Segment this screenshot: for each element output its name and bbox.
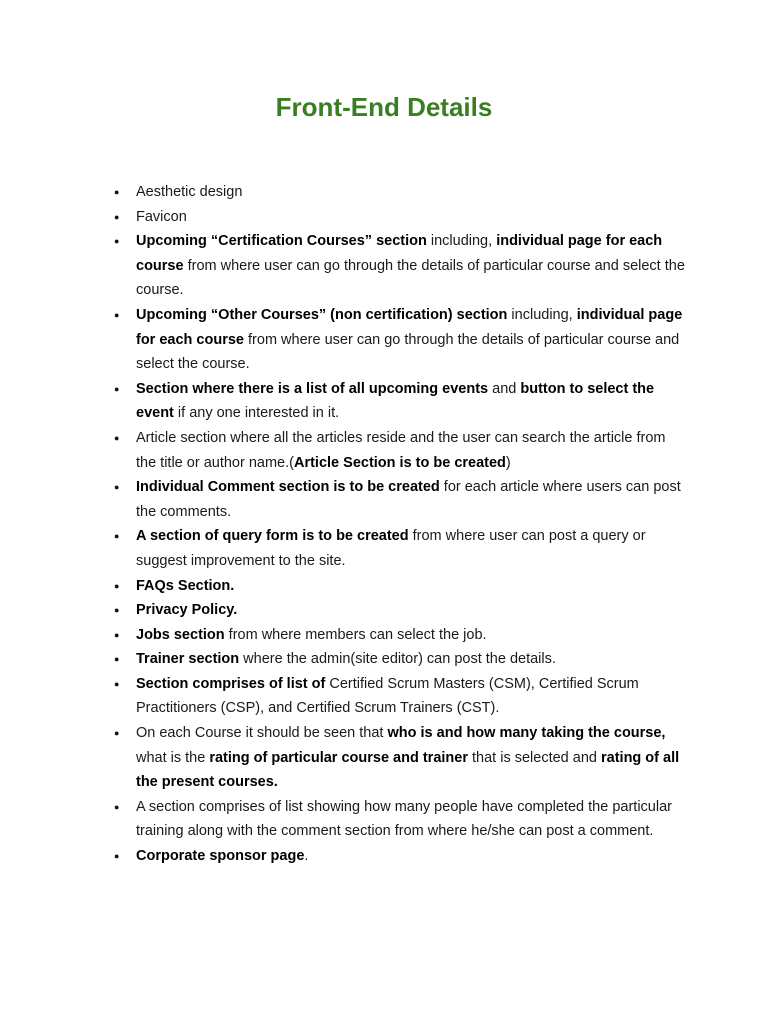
list-item — [106, 205, 686, 230]
text: including, — [507, 306, 577, 323]
text: from where user can go through the details of particular course and select the course. — [136, 331, 680, 373]
text: for each article where users can post the comments. — [136, 479, 681, 520]
bold-text: individual page for each course — [136, 306, 683, 348]
bold-text: Upcoming “Certification Courses” section — [136, 233, 427, 250]
list-item — [106, 426, 686, 475]
text: and — [488, 380, 521, 397]
bold-text: individual page for each course — [136, 233, 663, 274]
text: from where members can select the job. — [224, 626, 487, 643]
text: what is the — [136, 749, 210, 766]
list-item — [106, 574, 686, 599]
list-item — [106, 598, 686, 623]
list-item — [106, 180, 686, 205]
bold-text: rating of all the present courses. — [136, 749, 680, 791]
bold-text: Corporate sponsor page — [136, 848, 305, 865]
list-item — [106, 229, 686, 303]
text: if any one interested in it. — [173, 405, 340, 422]
list-item — [106, 795, 686, 844]
bold-text: Section where there is a list of all upcoming events — [136, 380, 489, 397]
text: Article section where all the articles reside and the user can search the article from the title or author name.( — [136, 429, 666, 471]
bold-text: who is and how many taking the course, — [387, 725, 666, 742]
list-item — [106, 721, 686, 795]
bold-text: Section comprises of list of — [136, 675, 326, 692]
text: including, — [426, 233, 497, 250]
text: Certified Scrum Masters (CSM), Certified Scrum Practitioners (CSP), and Certified Scrum Trainers (CST). — [136, 675, 639, 717]
text: Aesthetic design — [136, 184, 243, 200]
list-item — [106, 303, 686, 377]
bold-text: Privacy Policy. — [136, 602, 238, 619]
list-item — [106, 524, 686, 573]
bold-text: FAQs Section. — [136, 577, 235, 594]
bold-text: button to select the event — [136, 380, 655, 422]
text: where the admin(site editor) can post the details. — [239, 651, 556, 668]
list-item — [106, 844, 686, 869]
page-title: Front-End Details — [275, 92, 493, 122]
bold-text: A section of query form is to be created — [136, 528, 409, 545]
text: from where user can post a query or suggest improvement to the site. — [136, 528, 646, 569]
text: Favicon — [136, 208, 187, 225]
bold-text: Upcoming “Other Courses” (non certification) section — [136, 306, 508, 323]
list-item — [106, 623, 686, 648]
list-item — [106, 672, 686, 721]
list-item — [106, 377, 686, 426]
bold-text: rating of particular course and trainer — [209, 749, 468, 766]
text: A section comprises of list showing how many people have completed the particular training along with the comment section from where he/she can post a comment. — [136, 798, 672, 840]
bold-text: Trainer section — [136, 651, 240, 668]
text: from where user can go through the details of particular course and select the course. — [136, 257, 685, 299]
requirements-list — [106, 180, 686, 869]
text: ) — [505, 454, 511, 471]
list-item — [106, 647, 686, 672]
bold-text: Jobs section — [136, 626, 225, 643]
text: . — [304, 848, 309, 865]
bold-text: Article Section is to be created — [293, 454, 506, 471]
bold-text: Individual Comment section is to be created — [136, 479, 440, 496]
text: On each Course it should be seen that — [136, 725, 388, 742]
text: that is selected and — [468, 749, 601, 766]
list-item — [106, 475, 686, 524]
